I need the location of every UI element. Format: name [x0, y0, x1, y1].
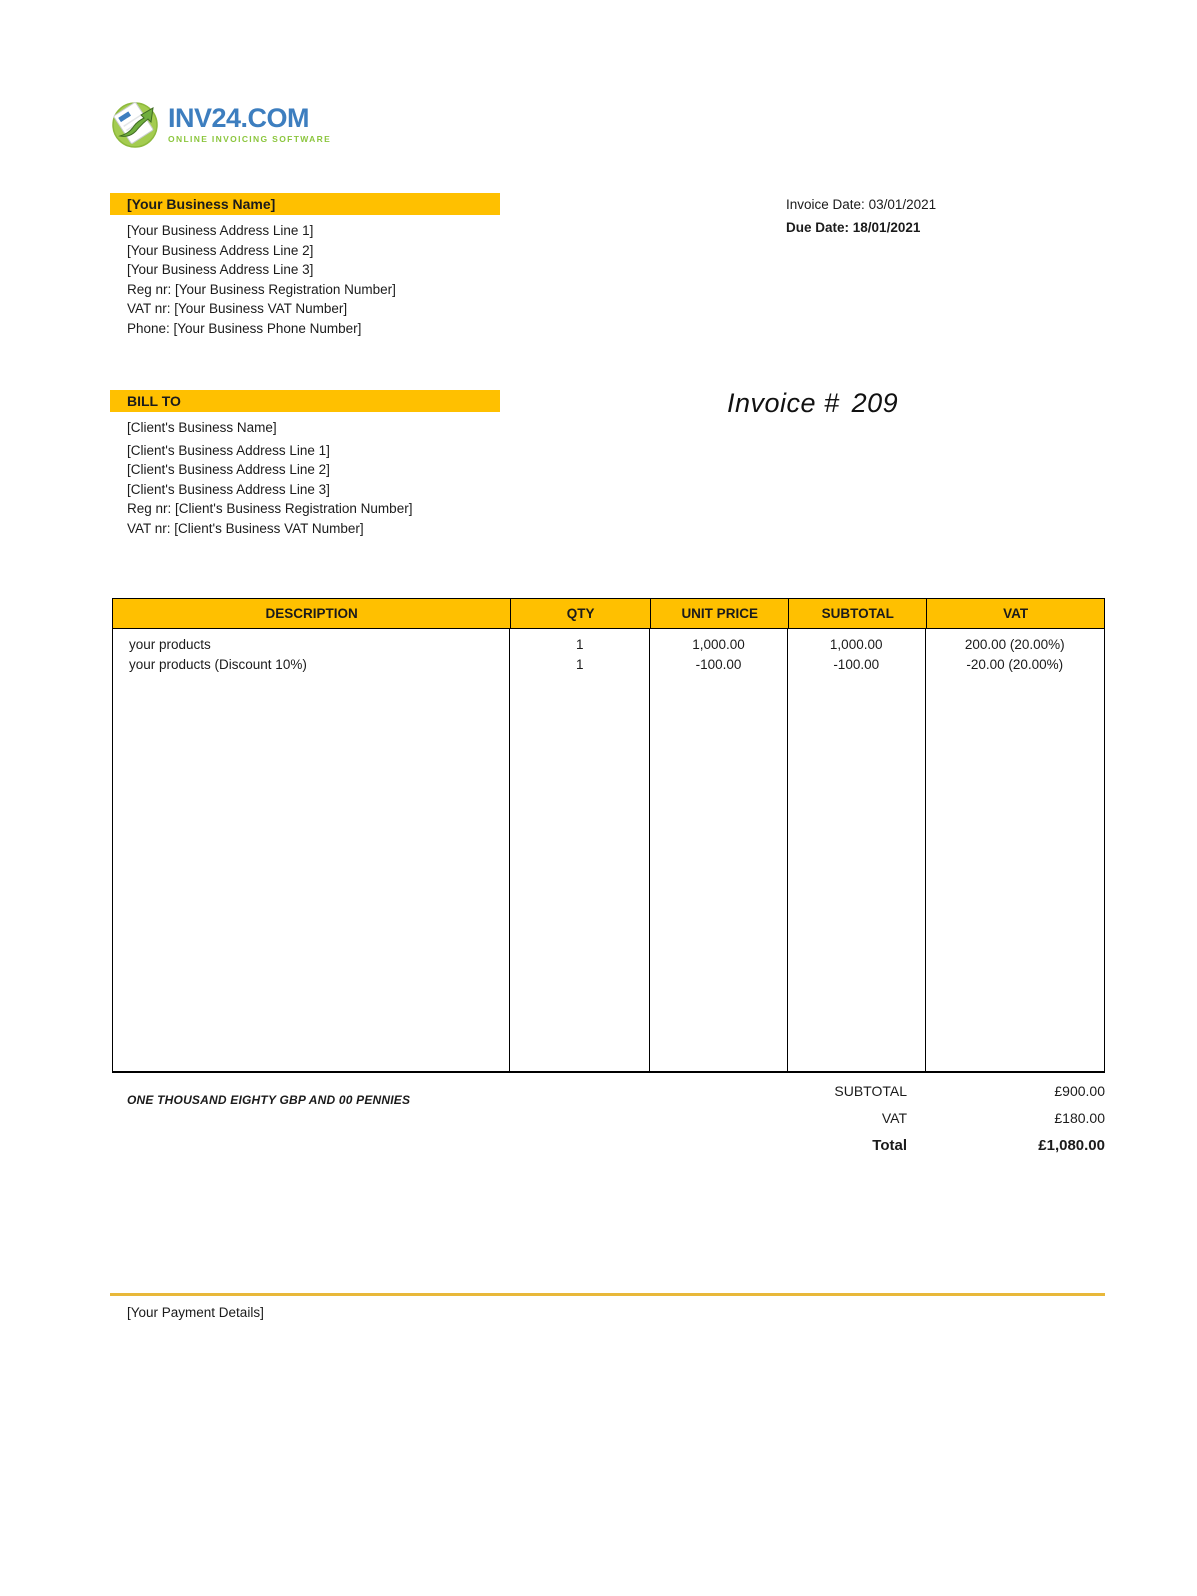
client-address-line-1: [Client's Business Address Line 1]: [127, 442, 330, 458]
items-column-unit-price: [650, 629, 788, 1071]
invoice-number-label: Invoice #: [727, 388, 840, 418]
brand-name: INV24.COM: [168, 102, 310, 133]
amount-in-words: ONE THOUSAND EIGHTY GBP AND 00 PENNIES: [127, 1093, 411, 1107]
item-1-vat: -20.00 (20.00%): [966, 656, 1064, 672]
total-row: [112, 1131, 1105, 1160]
seller-address: [110, 221, 530, 338]
items-table: [112, 598, 1105, 1073]
client-address: [110, 418, 530, 538]
due-date-row: [786, 216, 936, 239]
bill-to-bar: [110, 390, 500, 412]
invoice-number-heading: [727, 388, 898, 419]
seller-name: [Your Business Name]: [127, 196, 276, 212]
seller-reg-number: Reg nr: [Your Business Registration Number]: [127, 281, 396, 297]
client-reg-number: Reg nr: [Client's Business Registration Number]: [127, 501, 413, 516]
items-table-header: [112, 598, 1105, 629]
item-1-subtotal: -100.00: [833, 656, 880, 672]
column-header-subtotal: SUBTOTAL: [788, 598, 926, 629]
items-table-body: [112, 629, 1105, 1073]
brand-tagline: ONLINE INVOICING SOFTWARE: [168, 133, 332, 144]
item-0-vat: 200.00 (20.00%): [964, 637, 1065, 652]
seller-address-line-2: [Your Business Address Line 2]: [127, 242, 314, 258]
bill-to-title: BILL TO: [127, 393, 181, 409]
seller-phone: Phone: [Your Business Phone Number]: [127, 320, 362, 336]
subtotal-value: £900.00: [1054, 1082, 1105, 1099]
item-0-subtotal: 1,000.00: [829, 637, 883, 652]
column-header-vat: VAT: [926, 598, 1105, 629]
invoice-date-value: 03/01/2021: [868, 197, 937, 212]
seller-name-bar: [110, 193, 500, 215]
invoice-dates: [786, 193, 936, 239]
seller-block: [110, 193, 530, 338]
item-1-description: your products (Discount 10%): [129, 656, 307, 672]
invoice-date-row: [786, 193, 936, 216]
item-0-qty: 1: [575, 637, 584, 652]
footer-divider: [110, 1293, 1105, 1296]
items-column-vat: [926, 629, 1104, 1071]
payment-details: [Your Payment Details]: [127, 1305, 264, 1320]
column-header-description: DESCRIPTION: [112, 598, 510, 629]
item-0-description: your products: [129, 637, 211, 652]
client-address-line-3: [Client's Business Address Line 3]: [127, 481, 330, 497]
footer: [110, 1293, 1105, 1320]
invoice-date-label: Invoice Date:: [786, 197, 865, 212]
items-column-description: [113, 629, 510, 1071]
vat-row: [112, 1104, 1105, 1131]
client-address-line-2: [Client's Business Address Line 2]: [127, 462, 330, 477]
totals-rows: [112, 1077, 1105, 1160]
item-1-qty: 1: [575, 656, 584, 672]
seller-address-line-1: [Your Business Address Line 1]: [127, 223, 314, 238]
client-vat-number: VAT nr: [Client's Business VAT Number]: [127, 520, 364, 536]
due-date-value: 18/01/2021: [852, 220, 921, 235]
total-label: Total: [872, 1137, 907, 1154]
items-column-qty: [510, 629, 650, 1071]
item-1-unit-price: -100.00: [695, 656, 742, 672]
seller-vat-number: VAT nr: [Your Business VAT Number]: [127, 301, 348, 316]
seller-address-line-3: [Your Business Address Line 3]: [127, 262, 314, 277]
client-name: [Client's Business Name]: [127, 420, 277, 435]
due-date-label: Due Date:: [786, 220, 850, 235]
vat-value: £180.00: [1054, 1109, 1105, 1126]
column-header-unit-price: UNIT PRICE: [650, 598, 788, 629]
brand-logo: [110, 98, 331, 150]
invoice-number-value: 209: [851, 388, 899, 418]
total-value: £1,080.00: [1038, 1137, 1105, 1154]
bill-to-block: [110, 390, 530, 538]
totals-section: [112, 1077, 1105, 1160]
subtotal-label: SUBTOTAL: [834, 1082, 907, 1099]
vat-label: VAT: [881, 1109, 907, 1126]
column-header-qty: QTY: [510, 598, 650, 629]
items-column-subtotal: [788, 629, 926, 1071]
item-0-unit-price: 1,000.00: [692, 637, 745, 652]
inv24-logo-icon: [110, 98, 162, 150]
